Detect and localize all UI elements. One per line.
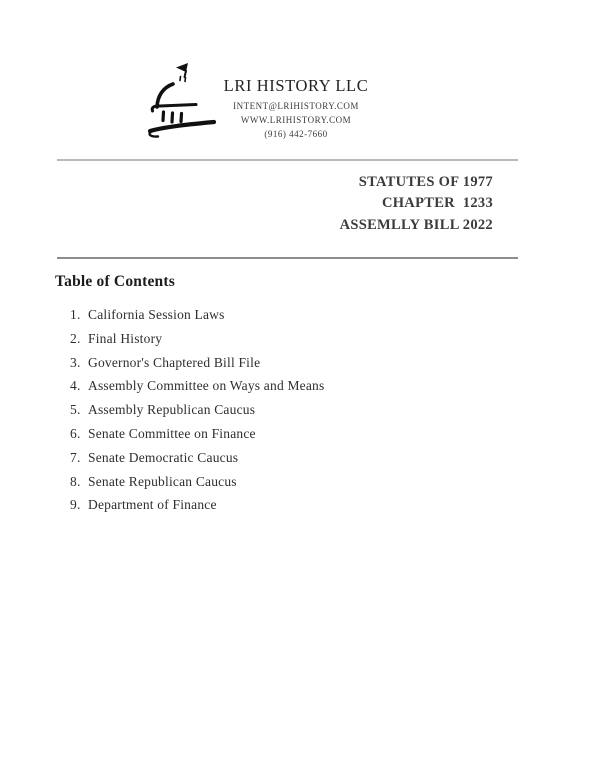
toc-item	[70, 493, 324, 517]
toc-item-number: 5.	[70, 402, 81, 418]
divider-top	[57, 159, 518, 161]
toc-item	[70, 446, 324, 470]
assembly-bill-line: ASSEMLLY BILL 2022	[339, 216, 493, 233]
toc-item-number: 8.	[70, 473, 81, 489]
statutes-year-line: STATUTES OF 1977	[358, 174, 493, 190]
toc-item-label: Assembly Republican Caucus	[88, 402, 256, 418]
toc-item	[70, 351, 324, 375]
toc-item-number: 7.	[70, 449, 81, 465]
toc-item-number: 3.	[70, 354, 81, 370]
toc-item-number: 9.	[70, 497, 81, 513]
toc-item-number: 2.	[70, 330, 81, 346]
company-name: LRI HISTORY LLC	[223, 76, 369, 95]
website-text: WWW.LRIHISTORY.COM	[240, 115, 352, 125]
toc-item	[70, 470, 324, 494]
toc-item-label: California Session Laws	[88, 307, 225, 322]
toc-item-label: Senate Republican Caucus	[88, 473, 237, 489]
toc-item-label: Senate Democratic Caucus	[88, 449, 239, 465]
letterhead-text	[196, 76, 396, 141]
chapter-line: CHAPTER 1233	[381, 195, 493, 212]
toc-item	[70, 327, 324, 351]
toc-item	[70, 422, 324, 446]
toc-item-number: 1.	[70, 307, 81, 322]
toc-heading: Table of Contents	[55, 273, 175, 290]
toc-item-label: Final History	[88, 330, 163, 346]
toc-item	[70, 303, 324, 327]
divider-bottom	[57, 257, 518, 259]
toc-item	[70, 374, 324, 398]
toc-item-number: 6.	[70, 425, 81, 441]
toc-item-number: 4.	[70, 378, 81, 394]
toc-item-label: Department of Finance	[88, 497, 217, 513]
toc-item-label: Assembly Committee on Ways and Means	[88, 378, 325, 394]
toc-item-label: Governor's Chaptered Bill File	[88, 354, 261, 370]
toc-list	[70, 303, 324, 517]
title-block	[340, 172, 493, 236]
toc-item-label: Senate Committee on Finance	[88, 425, 256, 441]
toc-item	[70, 398, 324, 422]
email-text: INTENT@LRIHISTORY.COM	[233, 101, 359, 111]
phone-text: (916) 442-7660	[264, 129, 328, 139]
